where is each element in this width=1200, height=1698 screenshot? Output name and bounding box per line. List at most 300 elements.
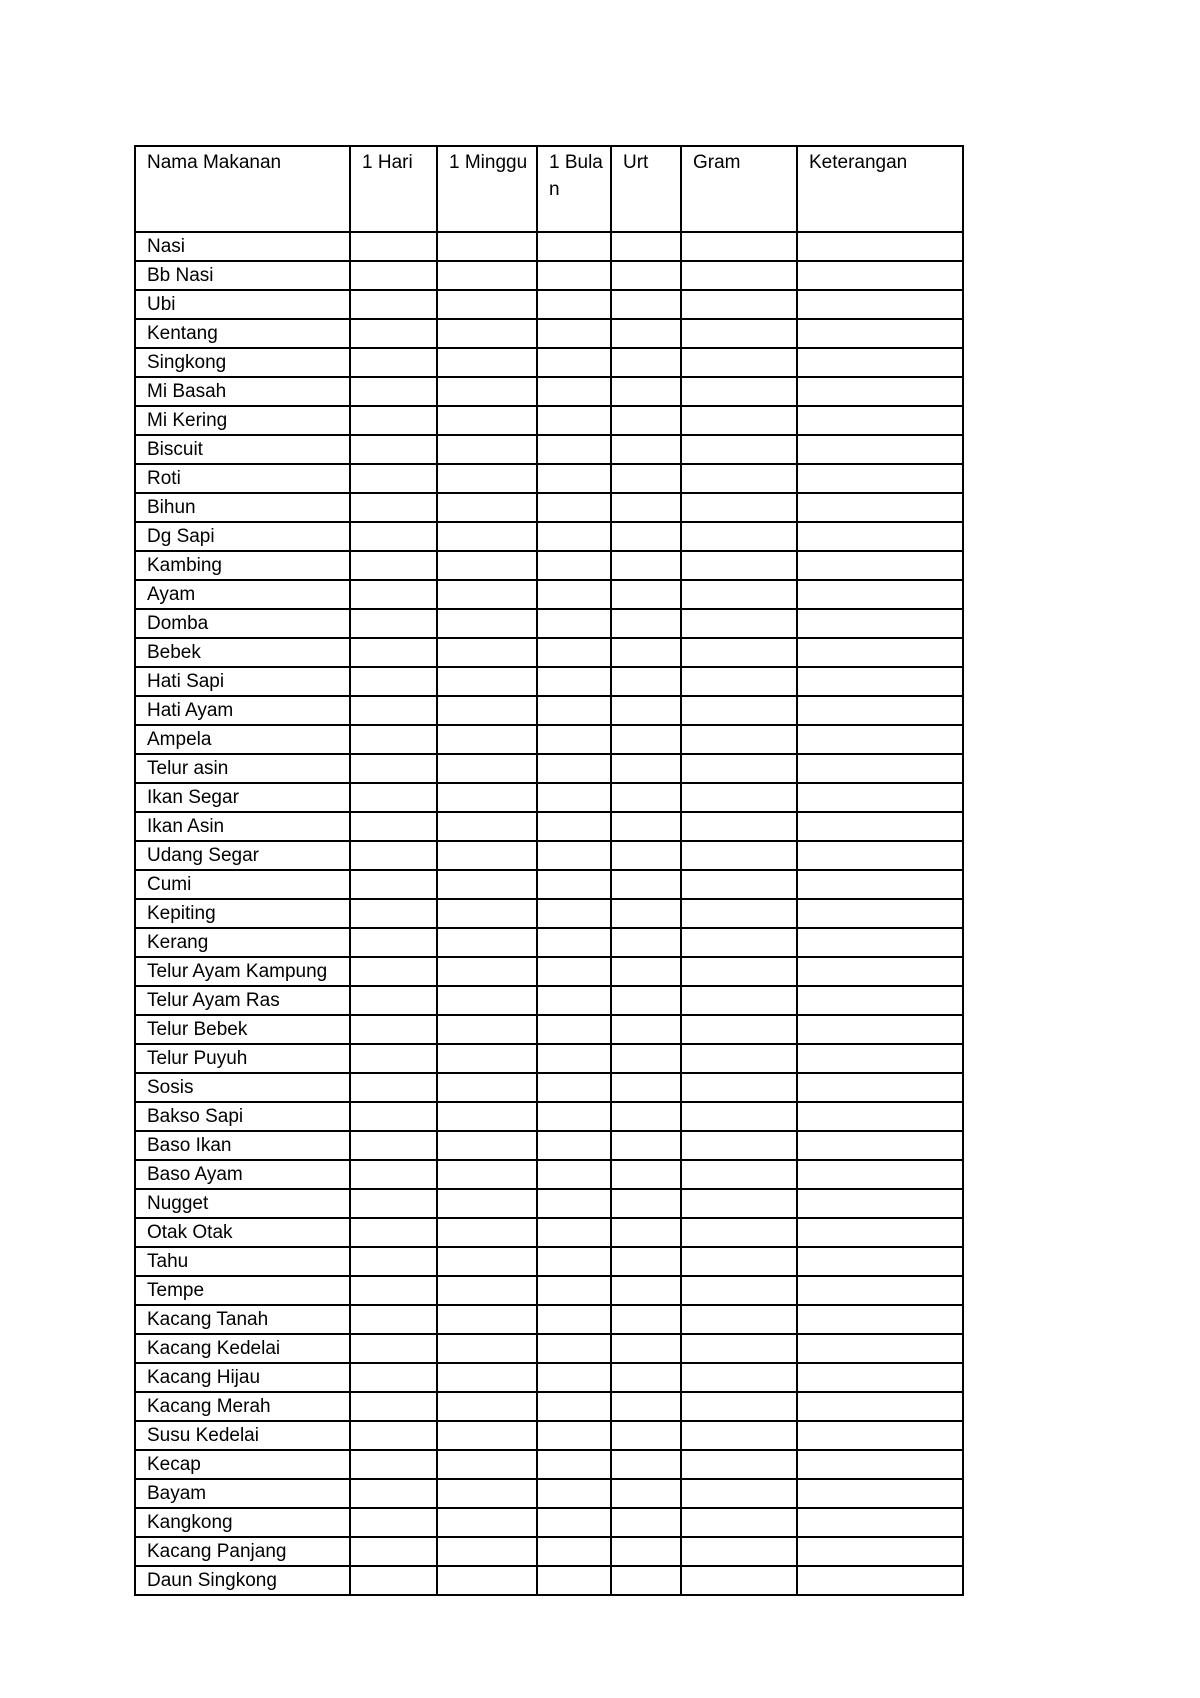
keterangan-cell[interactable] <box>797 348 963 377</box>
gram-cell[interactable] <box>681 957 797 986</box>
hari-cell[interactable] <box>350 1508 437 1537</box>
keterangan-cell[interactable] <box>797 1218 963 1247</box>
bulan-cell[interactable] <box>537 696 611 725</box>
bulan-cell[interactable] <box>537 493 611 522</box>
urt-cell[interactable] <box>611 899 681 928</box>
keterangan-cell[interactable] <box>797 1334 963 1363</box>
food-name-cell: Tempe <box>135 1276 350 1305</box>
keterangan-cell[interactable] <box>797 1392 963 1421</box>
table-row <box>135 377 963 406</box>
gram-cell[interactable] <box>681 812 797 841</box>
gram-cell[interactable] <box>681 1073 797 1102</box>
hari-cell[interactable] <box>350 899 437 928</box>
urt-cell[interactable] <box>611 812 681 841</box>
keterangan-cell[interactable] <box>797 609 963 638</box>
hari-cell[interactable] <box>350 1189 437 1218</box>
keterangan-cell[interactable] <box>797 1131 963 1160</box>
gram-cell[interactable] <box>681 1305 797 1334</box>
gram-cell[interactable] <box>681 580 797 609</box>
food-name-cell: Ayam <box>135 580 350 609</box>
minggu-cell[interactable] <box>437 1334 537 1363</box>
bulan-cell[interactable] <box>537 1218 611 1247</box>
keterangan-cell[interactable] <box>797 957 963 986</box>
urt-cell[interactable] <box>611 986 681 1015</box>
keterangan-cell[interactable] <box>797 1479 963 1508</box>
urt-cell[interactable] <box>611 522 681 551</box>
urt-cell[interactable] <box>611 261 681 290</box>
urt-cell[interactable] <box>611 928 681 957</box>
urt-cell[interactable] <box>611 1566 681 1595</box>
gram-cell[interactable] <box>681 1392 797 1421</box>
hari-cell[interactable] <box>350 1537 437 1566</box>
urt-cell[interactable] <box>611 1363 681 1392</box>
hari-cell[interactable] <box>350 1131 437 1160</box>
minggu-cell[interactable] <box>437 1160 537 1189</box>
food-name-cell: Kacang Merah <box>135 1392 350 1421</box>
hari-cell[interactable] <box>350 1305 437 1334</box>
bulan-cell[interactable] <box>537 725 611 754</box>
keterangan-cell[interactable] <box>797 493 963 522</box>
minggu-cell[interactable] <box>437 493 537 522</box>
minggu-cell[interactable] <box>437 870 537 899</box>
hari-cell[interactable] <box>350 377 437 406</box>
urt-cell[interactable] <box>611 1189 681 1218</box>
keterangan-cell[interactable] <box>797 435 963 464</box>
urt-cell[interactable] <box>611 754 681 783</box>
urt-cell[interactable] <box>611 1276 681 1305</box>
urt-cell[interactable] <box>611 232 681 261</box>
gram-cell[interactable] <box>681 638 797 667</box>
urt-cell[interactable] <box>611 1015 681 1044</box>
gram-cell[interactable] <box>681 464 797 493</box>
urt-cell[interactable] <box>611 1044 681 1073</box>
urt-cell[interactable] <box>611 493 681 522</box>
minggu-cell[interactable] <box>437 1421 537 1450</box>
gram-cell[interactable] <box>681 754 797 783</box>
urt-cell[interactable] <box>611 1102 681 1131</box>
urt-cell[interactable] <box>611 870 681 899</box>
hari-cell[interactable] <box>350 754 437 783</box>
hari-cell[interactable] <box>350 1479 437 1508</box>
hari-cell[interactable] <box>350 1566 437 1595</box>
keterangan-cell[interactable] <box>797 1102 963 1131</box>
gram-cell[interactable] <box>681 1334 797 1363</box>
minggu-cell[interactable] <box>437 609 537 638</box>
minggu-cell[interactable] <box>437 1479 537 1508</box>
keterangan-cell[interactable] <box>797 1305 963 1334</box>
hari-cell[interactable] <box>350 551 437 580</box>
minggu-cell[interactable] <box>437 1363 537 1392</box>
hari-cell[interactable] <box>350 348 437 377</box>
gram-cell[interactable] <box>681 1218 797 1247</box>
urt-cell[interactable] <box>611 1421 681 1450</box>
gram-cell[interactable] <box>681 348 797 377</box>
hari-cell[interactable] <box>350 812 437 841</box>
hari-cell[interactable] <box>350 667 437 696</box>
minggu-cell[interactable] <box>437 1015 537 1044</box>
hari-cell[interactable] <box>350 493 437 522</box>
bulan-cell[interactable] <box>537 754 611 783</box>
minggu-cell[interactable] <box>437 638 537 667</box>
minggu-cell[interactable] <box>437 580 537 609</box>
minggu-cell[interactable] <box>437 1276 537 1305</box>
bulan-cell[interactable] <box>537 1479 611 1508</box>
minggu-cell[interactable] <box>437 1305 537 1334</box>
minggu-cell[interactable] <box>437 1102 537 1131</box>
gram-cell[interactable] <box>681 377 797 406</box>
bulan-cell[interactable] <box>537 435 611 464</box>
bulan-cell[interactable] <box>537 1189 611 1218</box>
minggu-cell[interactable] <box>437 754 537 783</box>
hari-cell[interactable] <box>350 1073 437 1102</box>
hari-cell[interactable] <box>350 290 437 319</box>
bulan-cell[interactable] <box>537 1247 611 1276</box>
table-row <box>135 1334 963 1363</box>
gram-cell[interactable] <box>681 783 797 812</box>
keterangan-cell[interactable] <box>797 1073 963 1102</box>
keterangan-cell[interactable] <box>797 754 963 783</box>
gram-cell[interactable] <box>681 1015 797 1044</box>
keterangan-cell[interactable] <box>797 1160 963 1189</box>
gram-cell[interactable] <box>681 986 797 1015</box>
urt-cell[interactable] <box>611 725 681 754</box>
urt-cell[interactable] <box>611 1073 681 1102</box>
keterangan-cell[interactable] <box>797 1508 963 1537</box>
bulan-cell[interactable] <box>537 261 611 290</box>
hari-cell[interactable] <box>350 232 437 261</box>
urt-cell[interactable] <box>611 783 681 812</box>
table-row <box>135 522 963 551</box>
minggu-cell[interactable] <box>437 812 537 841</box>
minggu-cell[interactable] <box>437 667 537 696</box>
urt-cell[interactable] <box>611 1450 681 1479</box>
table-row <box>135 464 963 493</box>
bulan-cell[interactable] <box>537 870 611 899</box>
keterangan-cell[interactable] <box>797 232 963 261</box>
bulan-cell[interactable] <box>537 928 611 957</box>
hari-cell[interactable] <box>350 1102 437 1131</box>
bulan-cell[interactable] <box>537 1160 611 1189</box>
keterangan-cell[interactable] <box>797 870 963 899</box>
hari-cell[interactable] <box>350 435 437 464</box>
gram-cell[interactable] <box>681 406 797 435</box>
hari-cell[interactable] <box>350 1450 437 1479</box>
urt-cell[interactable] <box>611 551 681 580</box>
gram-cell[interactable] <box>681 1044 797 1073</box>
minggu-cell[interactable] <box>437 290 537 319</box>
keterangan-cell[interactable] <box>797 1537 963 1566</box>
gram-cell[interactable] <box>681 1479 797 1508</box>
bulan-cell[interactable] <box>537 580 611 609</box>
bulan-cell[interactable] <box>537 1044 611 1073</box>
gram-cell[interactable] <box>681 290 797 319</box>
bulan-cell[interactable] <box>537 377 611 406</box>
gram-cell[interactable] <box>681 609 797 638</box>
keterangan-cell[interactable] <box>797 290 963 319</box>
keterangan-cell[interactable] <box>797 1276 963 1305</box>
hari-cell[interactable] <box>350 261 437 290</box>
hari-cell[interactable] <box>350 580 437 609</box>
bulan-cell[interactable] <box>537 783 611 812</box>
hari-cell[interactable] <box>350 783 437 812</box>
bulan-cell[interactable] <box>537 899 611 928</box>
urt-cell[interactable] <box>611 1218 681 1247</box>
hari-cell[interactable] <box>350 1015 437 1044</box>
bulan-cell[interactable] <box>537 1421 611 1450</box>
urt-cell[interactable] <box>611 1131 681 1160</box>
minggu-cell[interactable] <box>437 261 537 290</box>
gram-cell[interactable] <box>681 725 797 754</box>
keterangan-cell[interactable] <box>797 986 963 1015</box>
gram-cell[interactable] <box>681 1450 797 1479</box>
minggu-cell[interactable] <box>437 1044 537 1073</box>
keterangan-cell[interactable] <box>797 1189 963 1218</box>
gram-cell[interactable] <box>681 1189 797 1218</box>
urt-cell[interactable] <box>611 1479 681 1508</box>
keterangan-cell[interactable] <box>797 551 963 580</box>
gram-cell[interactable] <box>681 1421 797 1450</box>
keterangan-cell[interactable] <box>797 1421 963 1450</box>
urt-cell[interactable] <box>611 1537 681 1566</box>
keterangan-cell[interactable] <box>797 580 963 609</box>
hari-cell[interactable] <box>350 522 437 551</box>
minggu-cell[interactable] <box>437 957 537 986</box>
minggu-cell[interactable] <box>437 1566 537 1595</box>
food-name-cell: Kentang <box>135 319 350 348</box>
gram-cell[interactable] <box>681 435 797 464</box>
hari-cell[interactable] <box>350 1044 437 1073</box>
hari-cell[interactable] <box>350 1334 437 1363</box>
urt-cell[interactable] <box>611 1392 681 1421</box>
urt-cell[interactable] <box>611 319 681 348</box>
urt-cell[interactable] <box>611 1247 681 1276</box>
keterangan-cell[interactable] <box>797 812 963 841</box>
bulan-cell[interactable] <box>537 1276 611 1305</box>
header-1-hari: 1 Hari <box>350 146 437 232</box>
keterangan-cell[interactable] <box>797 667 963 696</box>
minggu-cell[interactable] <box>437 1450 537 1479</box>
gram-cell[interactable] <box>681 232 797 261</box>
urt-cell[interactable] <box>611 667 681 696</box>
keterangan-cell[interactable] <box>797 406 963 435</box>
minggu-cell[interactable] <box>437 1247 537 1276</box>
bulan-cell[interactable] <box>537 1131 611 1160</box>
keterangan-cell[interactable] <box>797 319 963 348</box>
hari-cell[interactable] <box>350 870 437 899</box>
food-name-cell: Roti <box>135 464 350 493</box>
bulan-cell[interactable] <box>537 1508 611 1537</box>
gram-cell[interactable] <box>681 1363 797 1392</box>
keterangan-cell[interactable] <box>797 1015 963 1044</box>
minggu-cell[interactable] <box>437 522 537 551</box>
bulan-cell[interactable] <box>537 1334 611 1363</box>
bulan-cell[interactable] <box>537 812 611 841</box>
minggu-cell[interactable] <box>437 319 537 348</box>
bulan-cell[interactable] <box>537 319 611 348</box>
bulan-cell[interactable] <box>537 1363 611 1392</box>
gram-cell[interactable] <box>681 870 797 899</box>
minggu-cell[interactable] <box>437 696 537 725</box>
gram-cell[interactable] <box>681 841 797 870</box>
urt-cell[interactable] <box>611 638 681 667</box>
minggu-cell[interactable] <box>437 435 537 464</box>
hari-cell[interactable] <box>350 1392 437 1421</box>
food-name-cell: Nugget <box>135 1189 350 1218</box>
keterangan-cell[interactable] <box>797 1363 963 1392</box>
bulan-cell[interactable] <box>537 290 611 319</box>
gram-cell[interactable] <box>681 493 797 522</box>
hari-cell[interactable] <box>350 957 437 986</box>
keterangan-cell[interactable] <box>797 899 963 928</box>
minggu-cell[interactable] <box>437 841 537 870</box>
minggu-cell[interactable] <box>437 232 537 261</box>
food-name-cell: Dg Sapi <box>135 522 350 551</box>
keterangan-cell[interactable] <box>797 928 963 957</box>
minggu-cell[interactable] <box>437 1189 537 1218</box>
minggu-cell[interactable] <box>437 377 537 406</box>
gram-cell[interactable] <box>681 899 797 928</box>
hari-cell[interactable] <box>350 725 437 754</box>
hari-cell[interactable] <box>350 638 437 667</box>
hari-cell[interactable] <box>350 1276 437 1305</box>
gram-cell[interactable] <box>681 1131 797 1160</box>
bulan-cell[interactable] <box>537 667 611 696</box>
hari-cell[interactable] <box>350 986 437 1015</box>
bulan-cell[interactable] <box>537 406 611 435</box>
food-name-cell: Kacang Tanah <box>135 1305 350 1334</box>
keterangan-cell[interactable] <box>797 1566 963 1595</box>
minggu-cell[interactable] <box>437 725 537 754</box>
minggu-cell[interactable] <box>437 1392 537 1421</box>
bulan-cell[interactable] <box>537 1537 611 1566</box>
urt-cell[interactable] <box>611 609 681 638</box>
urt-cell[interactable] <box>611 290 681 319</box>
bulan-cell[interactable] <box>537 1392 611 1421</box>
hari-cell[interactable] <box>350 1421 437 1450</box>
gram-cell[interactable] <box>681 696 797 725</box>
keterangan-cell[interactable] <box>797 261 963 290</box>
urt-cell[interactable] <box>611 435 681 464</box>
urt-cell[interactable] <box>611 696 681 725</box>
bulan-cell[interactable] <box>537 464 611 493</box>
gram-cell[interactable] <box>681 1537 797 1566</box>
bulan-cell[interactable] <box>537 232 611 261</box>
keterangan-cell[interactable] <box>797 1450 963 1479</box>
keterangan-cell[interactable] <box>797 696 963 725</box>
gram-cell[interactable] <box>681 1566 797 1595</box>
bulan-cell[interactable] <box>537 1073 611 1102</box>
bulan-cell[interactable] <box>537 1566 611 1595</box>
keterangan-cell[interactable] <box>797 1247 963 1276</box>
gram-cell[interactable] <box>681 1102 797 1131</box>
gram-cell[interactable] <box>681 1508 797 1537</box>
minggu-cell[interactable] <box>437 928 537 957</box>
minggu-cell[interactable] <box>437 899 537 928</box>
keterangan-cell[interactable] <box>797 464 963 493</box>
gram-cell[interactable] <box>681 522 797 551</box>
minggu-cell[interactable] <box>437 464 537 493</box>
food-name-cell: Bihun <box>135 493 350 522</box>
gram-cell[interactable] <box>681 551 797 580</box>
gram-cell[interactable] <box>681 1247 797 1276</box>
hari-cell[interactable] <box>350 696 437 725</box>
minggu-cell[interactable] <box>437 348 537 377</box>
hari-cell[interactable] <box>350 1247 437 1276</box>
urt-cell[interactable] <box>611 1508 681 1537</box>
minggu-cell[interactable] <box>437 783 537 812</box>
bulan-cell[interactable] <box>537 957 611 986</box>
gram-cell[interactable] <box>681 1276 797 1305</box>
keterangan-cell[interactable] <box>797 783 963 812</box>
hari-cell[interactable] <box>350 406 437 435</box>
bulan-cell[interactable] <box>537 1015 611 1044</box>
bulan-cell[interactable] <box>537 841 611 870</box>
keterangan-cell[interactable] <box>797 1044 963 1073</box>
urt-cell[interactable] <box>611 957 681 986</box>
minggu-cell[interactable] <box>437 1073 537 1102</box>
hari-cell[interactable] <box>350 841 437 870</box>
food-name-cell: Kepiting <box>135 899 350 928</box>
bulan-cell[interactable] <box>537 638 611 667</box>
urt-cell[interactable] <box>611 1160 681 1189</box>
bulan-cell[interactable] <box>537 1450 611 1479</box>
bulan-cell[interactable] <box>537 609 611 638</box>
gram-cell[interactable] <box>681 319 797 348</box>
urt-cell[interactable] <box>611 464 681 493</box>
hari-cell[interactable] <box>350 464 437 493</box>
food-name-cell: Baso Ayam <box>135 1160 350 1189</box>
gram-cell[interactable] <box>681 667 797 696</box>
urt-cell[interactable] <box>611 406 681 435</box>
urt-cell[interactable] <box>611 841 681 870</box>
minggu-cell[interactable] <box>437 1537 537 1566</box>
hari-cell[interactable] <box>350 1363 437 1392</box>
minggu-cell[interactable] <box>437 1508 537 1537</box>
hari-cell[interactable] <box>350 1218 437 1247</box>
minggu-cell[interactable] <box>437 551 537 580</box>
keterangan-cell[interactable] <box>797 377 963 406</box>
gram-cell[interactable] <box>681 261 797 290</box>
bulan-cell[interactable] <box>537 522 611 551</box>
hari-cell[interactable] <box>350 1160 437 1189</box>
bulan-cell[interactable] <box>537 986 611 1015</box>
gram-cell[interactable] <box>681 1160 797 1189</box>
bulan-cell[interactable] <box>537 1305 611 1334</box>
table-row <box>135 493 963 522</box>
urt-cell[interactable] <box>611 1305 681 1334</box>
minggu-cell[interactable] <box>437 406 537 435</box>
minggu-cell[interactable] <box>437 1131 537 1160</box>
hari-cell[interactable] <box>350 928 437 957</box>
keterangan-cell[interactable] <box>797 638 963 667</box>
hari-cell[interactable] <box>350 609 437 638</box>
bulan-cell[interactable] <box>537 551 611 580</box>
urt-cell[interactable] <box>611 1334 681 1363</box>
food-name-cell: Telur Puyuh <box>135 1044 350 1073</box>
urt-cell[interactable] <box>611 377 681 406</box>
keterangan-cell[interactable] <box>797 725 963 754</box>
bulan-cell[interactable] <box>537 1102 611 1131</box>
minggu-cell[interactable] <box>437 986 537 1015</box>
keterangan-cell[interactable] <box>797 522 963 551</box>
urt-cell[interactable] <box>611 348 681 377</box>
gram-cell[interactable] <box>681 928 797 957</box>
keterangan-cell[interactable] <box>797 841 963 870</box>
bulan-cell[interactable] <box>537 348 611 377</box>
urt-cell[interactable] <box>611 580 681 609</box>
minggu-cell[interactable] <box>437 1218 537 1247</box>
hari-cell[interactable] <box>350 319 437 348</box>
